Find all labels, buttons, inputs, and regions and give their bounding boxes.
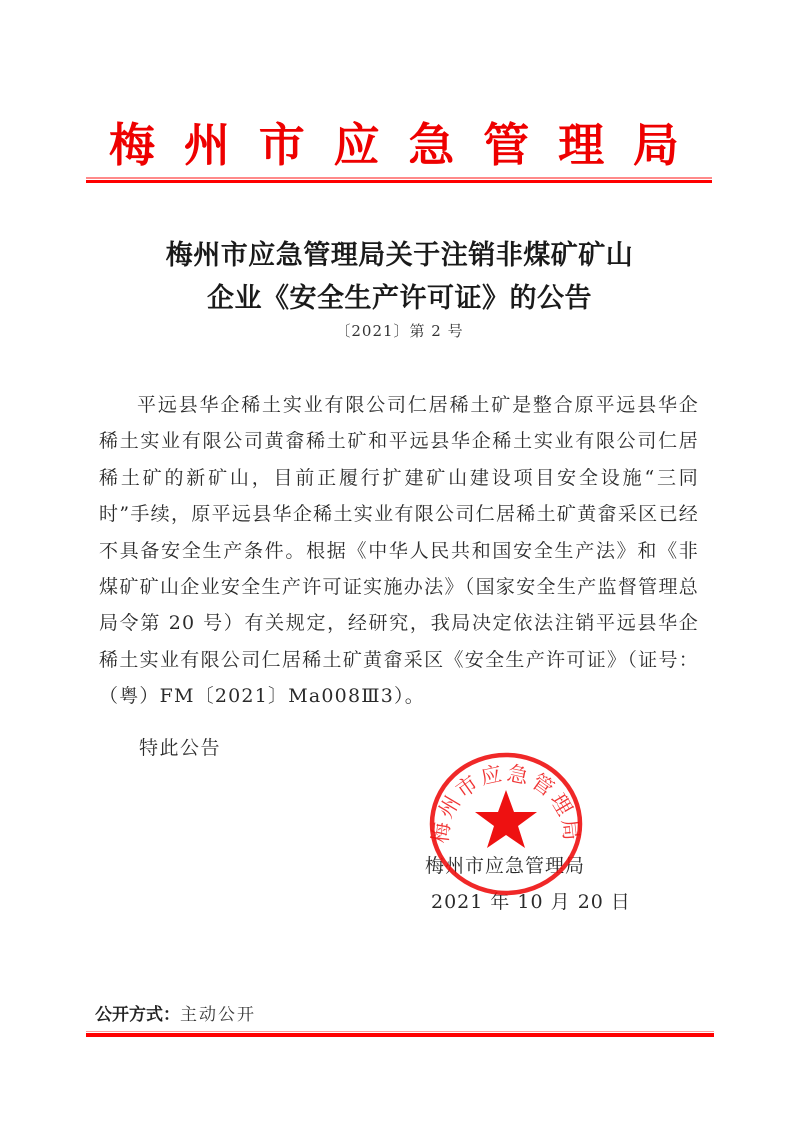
masthead-char: 梅: [109, 118, 155, 172]
signature-date: 2021 年 10 月 20 日: [431, 891, 631, 913]
masthead-char: 管: [483, 118, 530, 172]
disclosure-value: 主动公开: [180, 1005, 256, 1025]
star-icon: [475, 790, 537, 848]
masthead-char: 理: [558, 118, 605, 172]
disclosure-label: 公开方式：: [95, 1005, 180, 1025]
red-divider-bottom: [86, 1031, 714, 1037]
document-title-line-2: 企业《安全生产许可证》的公告: [207, 283, 592, 314]
official-seal: [424, 748, 588, 898]
masthead-char: 州: [183, 118, 230, 172]
document-title-line-1: 梅州市应急管理局关于注销非煤矿矿山: [165, 240, 634, 271]
disclosure-method: [95, 1000, 256, 1025]
masthead-char: 应: [333, 118, 380, 172]
masthead-char: 局: [632, 118, 679, 172]
document-number: 〔2021〕第 2 号: [335, 322, 464, 340]
document-body: 平远县华企稀土实业有限公司仁居稀土矿是整合原平远县华企稀土实业有限公司黄畲稀土矿和平远县华企稀土实业有限公司仁居稀土矿的新矿山，目前正履行扩建矿山建设项目安全设施“三同时”手续，原平远县华企稀土实业有限公司仁居稀土矿黄畲采区已经不具备安全生产条件。根据《中华人民共和国安全生产法》和《非煤矿矿山企业安全生产许可证实施办法》（国家安全生产监督管理总局令第 20 号）有关规定，经研究，我局决定依法注销平远县华企稀土实业有限公司仁居稀土矿黄畲采区《安全生产许可证》（证号：（粤）FM〔2021〕Ma008Ⅲ3）。: [99, 394, 699, 708]
seal-text: 梅州市应急管理局: [428, 761, 584, 845]
closing-phrase: 特此公告: [139, 737, 222, 759]
masthead-title: [104, 112, 684, 172]
signature-organization: 梅州市应急管理局: [425, 855, 586, 877]
masthead-char: 急: [408, 118, 455, 172]
masthead-char: 市: [258, 118, 305, 172]
red-divider-top: [86, 177, 712, 183]
